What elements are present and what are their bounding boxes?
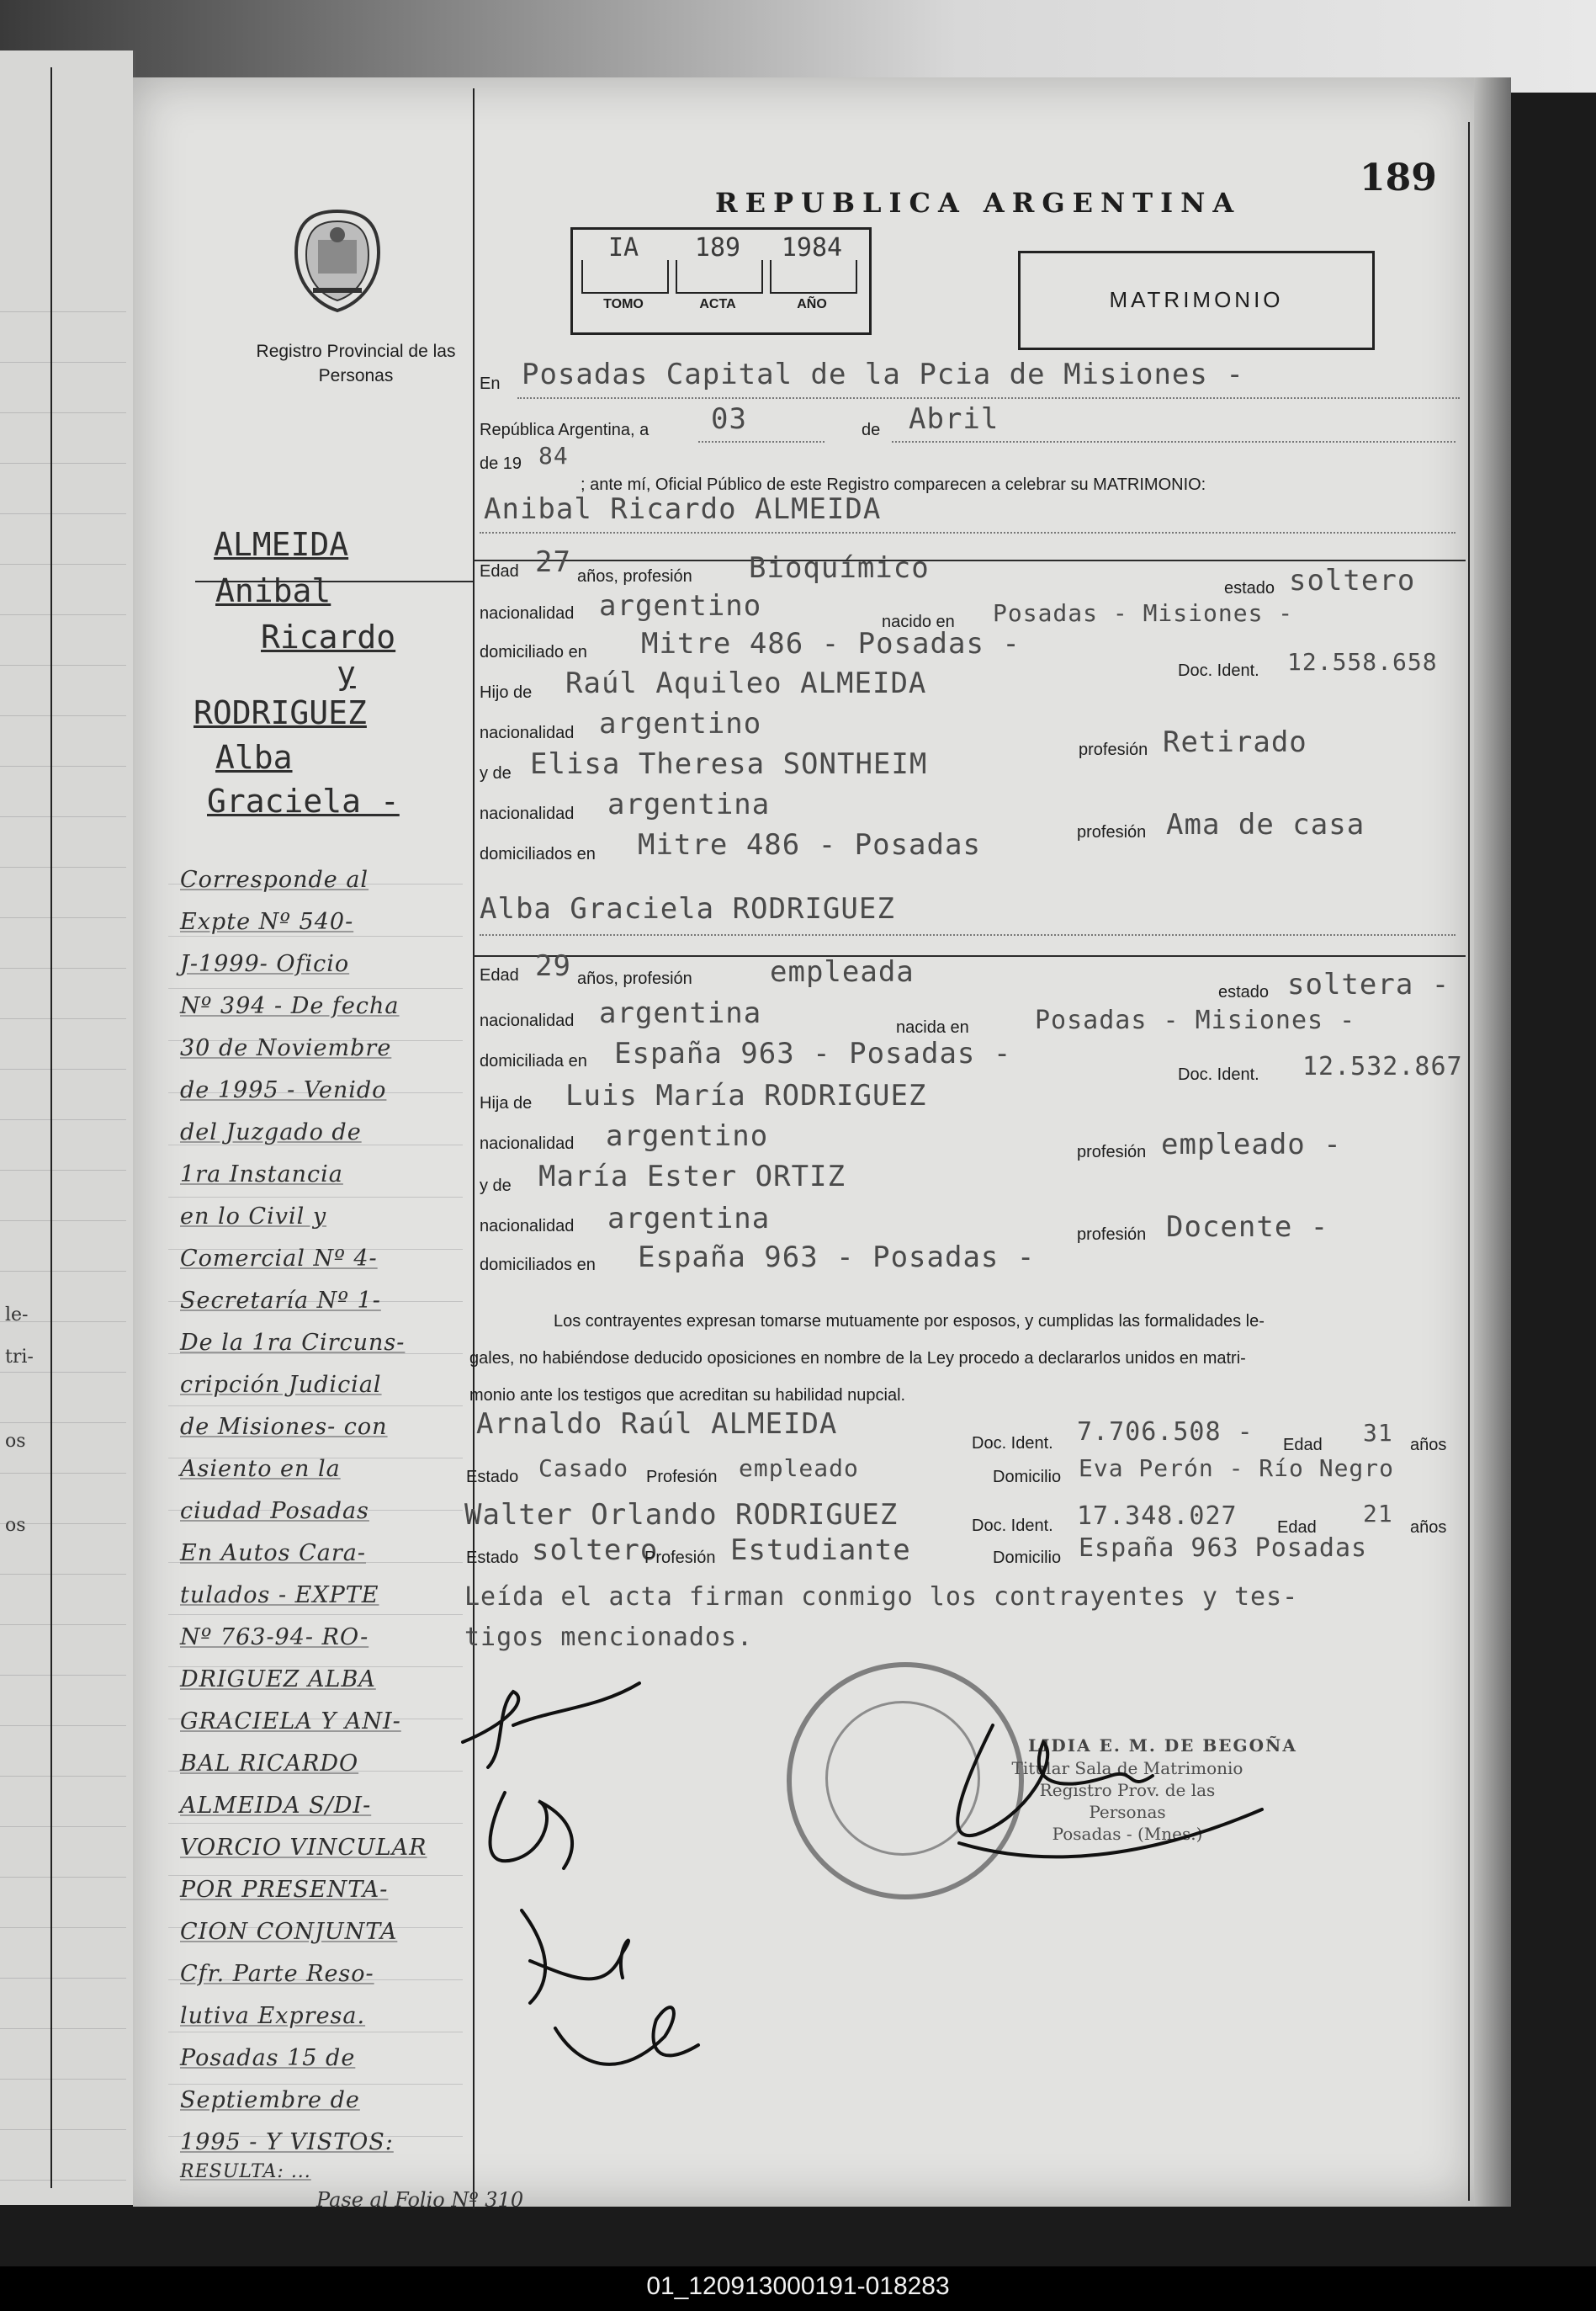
note-line: Nº 763-94- RO- <box>180 1624 369 1650</box>
witness1-address: Eva Perón - Río Negro <box>1079 1454 1395 1482</box>
note-line: GRACIELA Y ANI- <box>180 1708 401 1735</box>
note-line: lutiva Expresa. <box>180 2003 366 2029</box>
provincial-seal-icon <box>284 206 390 316</box>
note-line: cripción Judicial <box>180 1372 382 1398</box>
groom-mother-nat-label: nacionalidad <box>480 805 575 823</box>
groom-edad-label: Edad <box>480 562 519 581</box>
bride-mother-nat-label: nacionalidad <box>480 1217 575 1235</box>
signatures-icon <box>454 1675 1329 2146</box>
witness2-edad-label: Edad <box>1277 1518 1317 1537</box>
groom-father: Raúl Aquileo ALMEIDA <box>565 667 927 700</box>
declaration-paragraph <box>469 1303 1450 1414</box>
note-line: De la 1ra Circuns- <box>180 1330 406 1356</box>
de-label: de <box>862 421 881 439</box>
witness1-edad-label: Edad <box>1283 1436 1323 1454</box>
bride-mother-prof: Docente - <box>1166 1210 1329 1244</box>
note-line: tulados - EXPTE <box>180 1582 379 1608</box>
note-line: Expte Nº 540- <box>180 909 354 935</box>
statement: ; ante mí, Oficial Público de este Registro comparecen a celebrar su MATRIMONIO: <box>581 475 1206 494</box>
note-line: Posadas 15 de <box>180 2045 356 2071</box>
note-line: POR PRESENTA- <box>180 1877 389 1903</box>
note-line: Nº 394 - De fecha <box>180 993 400 1019</box>
year-suffix: 84 <box>538 442 569 470</box>
witness1-status: Casado <box>538 1454 629 1482</box>
right-frame-line <box>1468 122 1470 2201</box>
left-fragment: le- <box>5 1304 29 1326</box>
witness2-name: Walter Orlando RODRIGUEZ <box>464 1498 899 1532</box>
book-spine-edge <box>1474 77 1511 2207</box>
act-type-box <box>1018 251 1375 350</box>
bride-profession: empleada <box>770 955 915 989</box>
year-prefix: de 19 <box>480 454 522 473</box>
bride-parents-dom: España 963 - Posadas - <box>638 1241 1036 1274</box>
registry-office-name: Registro Provincial de las Personas <box>256 342 456 385</box>
bride-parents-dom-label: domiciliados en <box>480 1256 596 1274</box>
closing-line-1: Leída el acta firman conmigo los contrayentes y tes- <box>464 1582 1299 1612</box>
note-line: de 1995 - Venido <box>180 1077 387 1103</box>
note-line: Cfr. Parte Reso- <box>180 1961 374 1987</box>
bride-doc: 12.532.867 <box>1302 1052 1463 1081</box>
declaration-line: monio ante los testigos que acreditan su habilidad nupcial. <box>469 1386 906 1405</box>
declaration-line: Los contrayentes expresan tomarse mutuamente por esposos, y cumplidas las formalidades le- <box>554 1312 1265 1331</box>
margin-footnote: Pase al Folio Nº 310 <box>316 2188 524 2212</box>
note-line: VORCIO VINCULAR <box>180 1835 427 1861</box>
bride-nacida-label: nacida en <box>896 1018 969 1037</box>
bride-address: España 963 - Posadas - <box>614 1037 1012 1070</box>
bride-father-prof-label: profesión <box>1077 1143 1147 1161</box>
note-line: CION CONJUNTA <box>180 1919 398 1945</box>
bride-nationality: argentina <box>599 996 762 1030</box>
margin-given-3: Alba <box>215 739 293 776</box>
bride-mother-prof-label: profesión <box>1077 1225 1147 1244</box>
note-line: Asiento en la <box>180 1456 341 1482</box>
act-type: MATRIMONIO <box>1109 287 1284 312</box>
witness2-domicilio-label: Domicilio <box>993 1549 1062 1567</box>
witness1-name: Arnaldo Raúl ALMEIDA <box>476 1407 838 1441</box>
note-line: 1995 - Y VISTOS: <box>180 2129 394 2155</box>
witness1-age: 31 <box>1363 1419 1393 1447</box>
groom-age: 27 <box>535 545 571 579</box>
ano-value: 1984 <box>781 233 843 263</box>
groom-parents-dom-label: domiciliados en <box>480 845 596 863</box>
left-margin-line <box>50 67 52 2188</box>
bride-estado-label: estado <box>1218 983 1270 1001</box>
witness1-doc: 7.706.508 - <box>1077 1417 1254 1447</box>
witness2-profesion-label: Profesión <box>644 1549 716 1567</box>
groom-father-nat: argentino <box>599 707 762 741</box>
bride-age: 29 <box>535 949 571 983</box>
groom-father-nat-label: nacionalidad <box>480 724 575 742</box>
note-line: Secretaría Nº 1- <box>180 1288 381 1314</box>
margin-conjunction: y <box>337 655 356 692</box>
note-line: ALMEIDA S/DI- <box>180 1793 372 1819</box>
bride-birthplace: Posadas - Misiones - <box>1035 1006 1356 1035</box>
rule-after-intro <box>473 560 1466 561</box>
groom-estado-label: estado <box>1224 579 1275 598</box>
tomo-value: IA <box>607 233 639 263</box>
left-fragment: os <box>5 1515 26 1536</box>
note-line: Septiembre de <box>180 2087 360 2113</box>
bride-name: Alba Graciela RODRIGUEZ <box>480 892 895 926</box>
margin-surname-2: RODRIGUEZ <box>194 694 367 731</box>
witness2-age: 21 <box>1363 1500 1393 1527</box>
month-value: Abril <box>909 402 999 436</box>
groom-father-label: Hijo de <box>480 683 533 702</box>
witness1-profesion-label: Profesión <box>646 1468 718 1486</box>
note-line: del Juzgado de <box>180 1119 362 1145</box>
note-line: DRIGUEZ ALBA <box>180 1666 376 1692</box>
groom-profession: Bioquímico <box>749 551 930 585</box>
margin-surname-1: ALMEIDA <box>214 526 349 563</box>
groom-mother: Elisa Theresa SONTHEIM <box>530 747 928 781</box>
witness1-estado-label: Estado <box>466 1468 519 1486</box>
declaration-line: gales, no habiéndose deducido oposiciones en nombre de la Ley procedo a declararlos unidos en matri- <box>469 1349 1246 1368</box>
witness2-doc-label: Doc. Ident. <box>972 1517 1053 1535</box>
bride-mother-nat: argentina <box>607 1202 771 1235</box>
witness2-estado-label: Estado <box>466 1549 519 1567</box>
groom-birthplace: Posadas - Misiones - <box>993 599 1294 627</box>
witness2-address: España 963 Posadas <box>1079 1533 1368 1563</box>
bride-mother: María Ester ORTIZ <box>538 1160 846 1193</box>
note-line: Corresponde al <box>180 867 369 893</box>
bride-nat-label: nacionalidad <box>480 1012 575 1030</box>
groom-nat-label: nacionalidad <box>480 604 575 623</box>
witness2-doc: 17.348.027 <box>1077 1501 1238 1531</box>
groom-address: Mitre 486 - Posadas - <box>641 627 1021 661</box>
day-value: 03 <box>711 402 747 436</box>
witness1-anos-label: años <box>1410 1436 1447 1454</box>
bride-dom-label: domiciliada en <box>480 1052 587 1070</box>
bride-father: Luis María RODRIGUEZ <box>565 1079 927 1113</box>
left-fragment: os <box>5 1431 26 1452</box>
witness2-profession: Estudiante <box>730 1533 911 1567</box>
note-line: 1ra Instancia <box>180 1161 343 1187</box>
witness1-profession: empleado <box>739 1454 859 1482</box>
groom-mother-prof-label: profesión <box>1077 823 1147 842</box>
witness2-anos-label: años <box>1410 1518 1447 1537</box>
note-line: Comercial Nº 4- <box>180 1246 378 1272</box>
groom-nationality: argentino <box>599 589 762 623</box>
groom-profesion-label: años, profesión <box>577 567 692 586</box>
country-title: REPUBLICA ARGENTINA <box>715 187 1242 219</box>
note-line: En Autos Cara- <box>180 1540 366 1566</box>
note-line: 30 de Noviembre <box>180 1035 392 1061</box>
bride-edad-label: Edad <box>480 966 519 985</box>
place-value: Posadas Capital de la Pcia de Misiones - <box>522 358 1244 391</box>
tomo-acta-ano-box <box>570 227 872 335</box>
groom-dom-label: domiciliado en <box>480 643 587 661</box>
bride-status: soltera - <box>1287 968 1450 1001</box>
groom-doc: 12.558.658 <box>1287 648 1438 676</box>
witness1-domicilio-label: Domicilio <box>993 1468 1062 1486</box>
officer-name: LIDIA E. M. DE BEGOÑA <box>1028 1735 1297 1756</box>
bride-doc-label: Doc. Ident. <box>1178 1065 1259 1084</box>
groom-mother-label: y de <box>480 764 512 783</box>
groom-father-prof: Retirado <box>1163 725 1307 759</box>
stamp-line: Registro Prov. de las Personas <box>1039 1780 1216 1822</box>
groom-doc-label: Doc. Ident. <box>1178 661 1259 680</box>
acta-label: ACTA <box>699 297 736 311</box>
bride-profesion-label: años, profesión <box>577 970 692 988</box>
note-line: de Misiones- con <box>180 1414 388 1440</box>
bride-mother-label: y de <box>480 1177 512 1195</box>
groom-status: soltero <box>1289 564 1416 598</box>
note-line: ciudad Posadas <box>180 1498 369 1524</box>
stamp-line: Titular Sala de Matrimonio <box>1011 1758 1243 1778</box>
witness2-status: soltero <box>532 1533 659 1567</box>
groom-father-prof-label: profesión <box>1079 741 1148 759</box>
en-label: En <box>480 375 501 393</box>
margin-given-2: Ricardo <box>261 619 396 656</box>
note-line: en lo Civil y <box>180 1203 327 1230</box>
folio-number: 189 <box>1360 157 1437 199</box>
witness1-doc-label: Doc. Ident. <box>972 1434 1053 1453</box>
stamp-line: Posadas - (Mnes.) <box>1052 1824 1203 1844</box>
groom-mother-nat: argentina <box>607 788 771 821</box>
margin-given-4: Graciela - <box>207 783 400 820</box>
groom-nacido-label: nacido en <box>882 613 955 631</box>
republica-label: República Argentina, a <box>480 421 650 439</box>
groom-name: Anibal Ricardo ALMEIDA <box>484 492 882 526</box>
margin-given-1: Anibal <box>215 572 331 609</box>
note-line: RESULTA: ... <box>180 2161 311 2182</box>
groom-mother-prof: Ama de casa <box>1166 808 1365 842</box>
bride-father-nat: argentino <box>606 1119 769 1153</box>
bride-father-label: Hija de <box>480 1094 533 1113</box>
note-line: J-1999- Oficio <box>180 951 350 977</box>
bride-father-prof: empleado - <box>1161 1128 1342 1161</box>
left-facing-page <box>0 50 135 2205</box>
acta-value: 189 <box>694 233 741 263</box>
note-line: BAL RICARDO <box>180 1751 359 1777</box>
bride-father-nat-label: nacionalidad <box>480 1134 575 1153</box>
closing-line-2: tigos mencionados. <box>464 1623 754 1652</box>
groom-parents-dom: Mitre 486 - Posadas <box>638 828 981 862</box>
left-fragment: tri- <box>5 1347 34 1368</box>
image-caption: 01_120913000191-018283 <box>646 2272 950 2300</box>
tomo-label: TOMO <box>603 297 644 311</box>
ano-label: AÑO <box>797 297 827 311</box>
rule-between-spouses <box>473 955 1466 957</box>
